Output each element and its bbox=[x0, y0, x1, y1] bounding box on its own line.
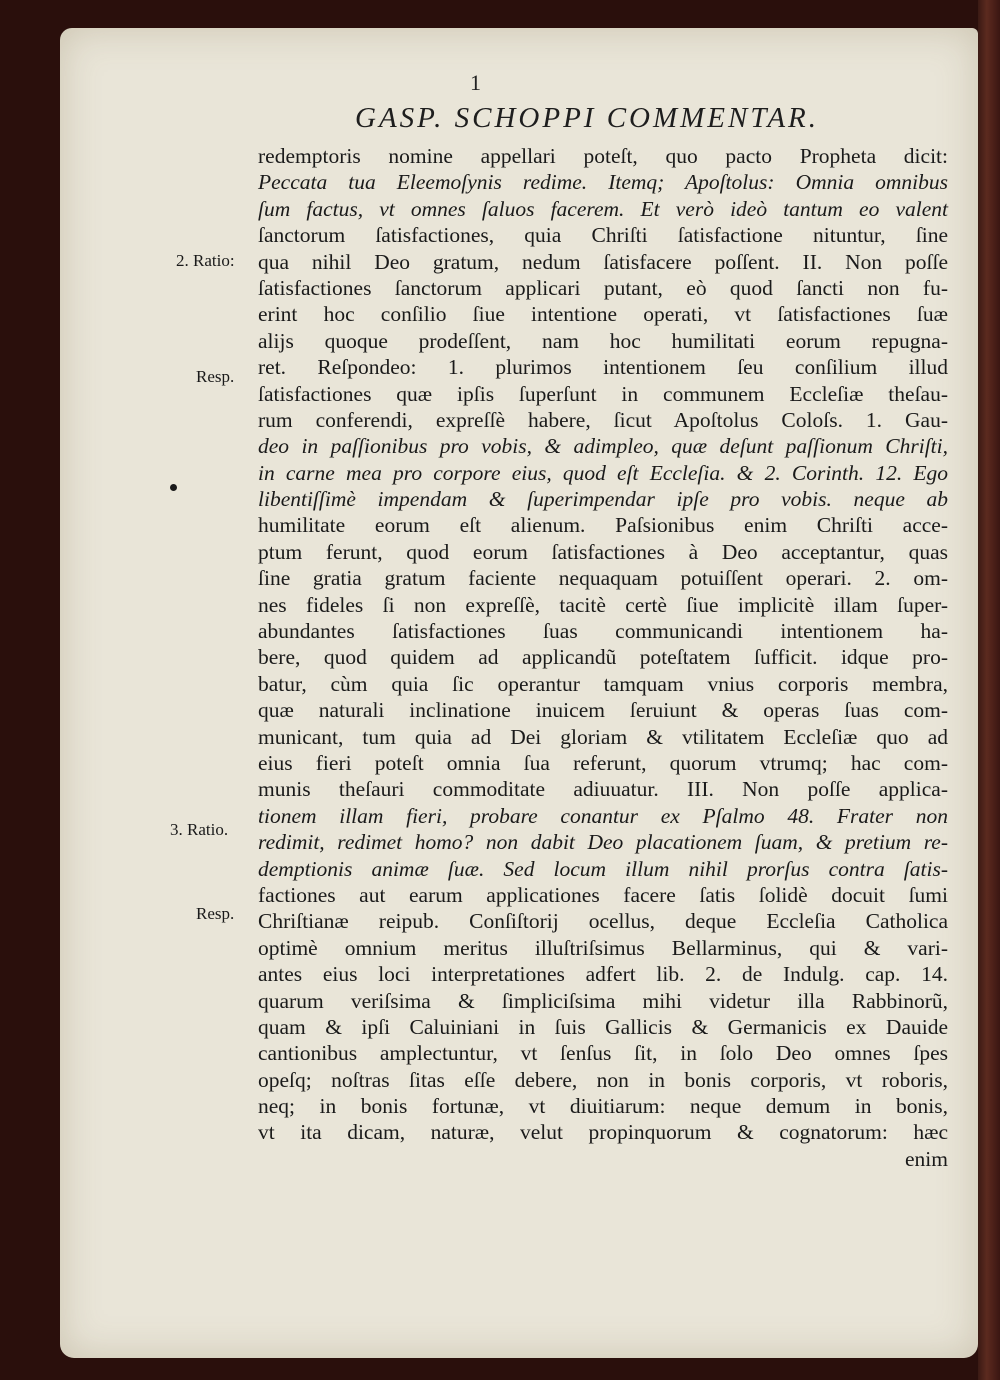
text-line: ſanctorum ſatisfactiones, quia Chriſti ſatisfactione nituntur, ſine bbox=[258, 223, 948, 248]
text-line: ptum ferunt, quod eorum ſatisfactiones à Deo acceptantur, quas bbox=[258, 539, 948, 564]
text-line: ſine gratia gratum faciente nequaquam potuiſſent operari. 2. om- bbox=[258, 566, 948, 591]
text-line: quæ naturali inclinatione inuicem ſeruiunt & operas ſuas com- bbox=[258, 698, 948, 723]
text-line: neq; in bonis fortunæ, vt diuitiarum: neque demum in bonis, bbox=[258, 1094, 948, 1119]
text-line: vt ita dicam, naturæ, velut propinquorum & cognatorum: hæc bbox=[258, 1120, 948, 1145]
text-line: cantionibus amplectuntur, vt ſenſus ſit, in ſolo Deo omnes ſpes bbox=[258, 1041, 948, 1066]
text-line: alijs quoque prodeſſent, nam hoc humilitati eorum repugna- bbox=[258, 328, 948, 353]
text-line: optimè omnium meritus illuſtriſsimus Bellarminus, qui & vari- bbox=[258, 935, 948, 960]
text-line: factiones aut earum applicationes facere ſatis ſolidè docuit ſumi bbox=[258, 882, 948, 907]
text-line: tionem illam fieri, probare conantur ex Pſalmo 48. Frater non bbox=[258, 803, 948, 828]
margin-note-ratio-2: 2. Ratio: bbox=[176, 251, 235, 270]
margin-note-response-1: Resp. bbox=[196, 367, 235, 386]
text-line: Chriſtianæ reipub. Conſiſtorij ocellus, deque Eccleſia Catholica bbox=[258, 909, 948, 934]
text-line: munis theſauri commoditate adiuuatur. III. Non poſſe applica- bbox=[258, 777, 948, 802]
text-line: erint hoc conſilio ſiue intentione operati, vt ſatisfactiones ſuæ bbox=[258, 302, 948, 327]
folio-mark: 1 bbox=[470, 70, 481, 95]
text-line: ſatisfactiones quæ ipſis ſuperſunt in communem Eccleſiæ theſau- bbox=[258, 381, 948, 406]
running-head: GASP. SCHOPPI COMMENTAR. bbox=[355, 102, 820, 134]
body-text bbox=[258, 143, 948, 1172]
text-line: Peccata tua Eleemoſynis redime. Itemq; Apoſtolus: Omnia omnibus bbox=[258, 170, 948, 195]
text-line: quarum veriſsima & ſimpliciſsima mihi videtur illa Rabbinorũ, bbox=[258, 988, 948, 1013]
text-line: deo in paſſionibus pro vobis, & adimpleo, quæ deſunt paſſionum Chriſti, bbox=[258, 434, 948, 459]
margin-note-response-2: Resp. bbox=[196, 904, 235, 923]
text-line: municant, tum quia ad Dei gloriam & vtilitatem Eccleſiæ quo ad bbox=[258, 724, 948, 749]
margin-note-ratio-3: 3. Ratio. bbox=[170, 820, 229, 839]
text-line: rum conferendi, expreſſè habere, ſicut Apoſtolus Coloſs. 1. Gau- bbox=[258, 407, 948, 432]
text-line: batur, cùm quia ſic operantur tamquam vnius corporis membra, bbox=[258, 671, 948, 696]
text-line: redimit, redimet homo? non dabit Deo placationem ſuam, & pretium re- bbox=[258, 830, 948, 855]
text-line: bere, quod quidem ad applicandũ poteſtatem ſufficit. idque pro- bbox=[258, 645, 948, 670]
text-line: libentiſſimè impendam & ſuperimpendar ipſe pro vobis. neque ab bbox=[258, 487, 948, 512]
text-line: ſatisfactiones ſanctorum applicari putant, eò quod ſancti non fu- bbox=[258, 275, 948, 300]
text-line: ret. Reſpondeo: 1. plurimos intentionem ſeu conſilium illud bbox=[258, 355, 948, 380]
margin-bullet bbox=[170, 484, 177, 491]
text-line: ſum factus, vt omnes ſaluos facerem. Et verò ideò tantum eo valent bbox=[258, 196, 948, 221]
text-line: eius fieri poteſt omnia ſua referunt, quorum vtrumq; hac com- bbox=[258, 750, 948, 775]
text-line: nes fideles ſi non expreſſè, tacitè certè ſiue implicitè illam ſuper- bbox=[258, 592, 948, 617]
book-edge bbox=[978, 0, 1000, 1380]
text-line: quam & ipſi Caluiniani in ſuis Gallicis & Germanicis ex Dauide bbox=[258, 1014, 948, 1039]
text-line: abundantes ſatisfactiones ſuas communicandi intentionem ha- bbox=[258, 619, 948, 644]
text-line: enim bbox=[905, 1146, 948, 1171]
text-line: demptionis animæ ſuæ. Sed locum illum nihil prorſus contra ſatis- bbox=[258, 856, 948, 881]
text-line: antes eius loci interpretationes adfert lib. 2. de Indulg. cap. 14. bbox=[258, 962, 948, 987]
text-line: qua nihil Deo gratum, nedum ſatisfacere poſſent. II. Non poſſe bbox=[258, 249, 948, 274]
text-line: redemptoris nomine appellari poteſt, quo pacto Propheta dicit: bbox=[258, 144, 948, 168]
text-line: humilitate eorum eſt alienum. Paſsionibus enim Chriſti acce- bbox=[258, 513, 948, 538]
text-line: in carne mea pro corpore eius, quod eſt Eccleſia. & 2. Corinth. 12. Ego bbox=[258, 460, 948, 485]
text-line: opeſq; noſtras ſitas eſſe debere, non in bonis corporis, vt roboris, bbox=[258, 1067, 948, 1092]
